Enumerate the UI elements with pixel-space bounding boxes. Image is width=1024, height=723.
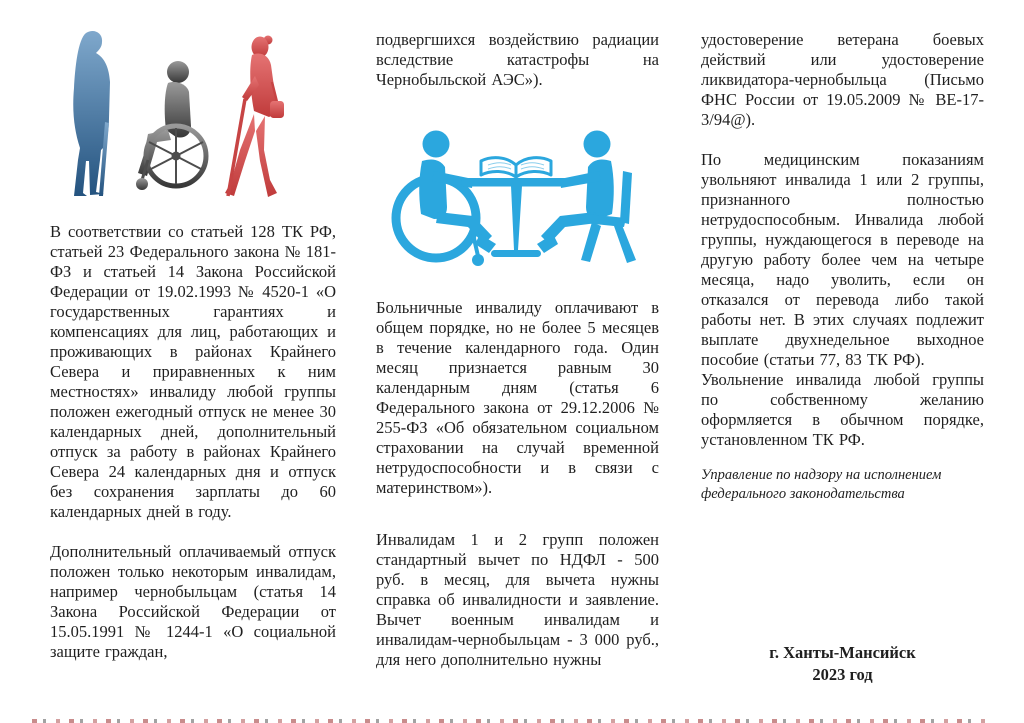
chair-back bbox=[620, 171, 632, 224]
paragraph: В соответствии со статьей 128 ТК РФ, статьей 23 Федерального закона № 181-ФЗ и статьей 14 Закона Российской Федерации от 19.02.1993 № 4520-1 «О государственных гарантиях и компенсациях для лиц, работающих и проживающих в районах Крайнего Севера и приравненных к ним местностях» инвалиду любой группы положен ежегодный отпуск не менее 30 календарных дней, дополнительный отпуск за работу в районах Крайнего Севера 24 календарных дня и отпуск без сохранения зарплаты до 60 календарных дней в году. bbox=[50, 222, 336, 521]
elderly-and-disabled-silhouettes-image bbox=[56, 30, 328, 202]
column-middle bbox=[376, 0, 659, 670]
wheelchair-user-at-table-figure bbox=[396, 131, 496, 267]
paragraph: По медицинским показаниям увольняют инвалида 1 или 2 группы, признанного полностью нетрудоспособным. Инвалида любой группы, нуждающегося в переводе на другую работу более чем на четыре месяца, надо уволить, если он отказался от перевода либо такой работы нет. В этих случаях подлежит выплате двухнедельное выходное пособие (статьи 77, 83 ТК РФ). bbox=[701, 150, 984, 369]
paragraph: подвергшихся воздействию радиации вследствие катастрофы на Чернобыльской АЭС»). bbox=[376, 30, 659, 89]
footer-signature bbox=[701, 642, 984, 686]
paragraph: Больничные инвалиду оплачивают в общем порядке, но не более 5 месяцев в течение календарного года. Один месяц признается равным 30 календарным дням (статья 6 Федерального закона от 29.12.2006 № 255-ФЗ «Об обязательном социальном страховании на случай временной нетрудоспособности и в связи с материнством»). bbox=[376, 298, 659, 497]
companion-at-table-figure bbox=[537, 131, 636, 264]
red-elderly-woman-silhouette bbox=[225, 36, 284, 198]
column-left bbox=[50, 0, 336, 662]
page-bottom-print-artifact bbox=[32, 719, 992, 723]
open-book-icon bbox=[481, 158, 516, 177]
handbag bbox=[270, 101, 284, 118]
paragraph: Дополнительный оплачиваемый отпуск положен только некоторым инвалидам, например чернобыльцам (статья 14 Закона Российской Федерации от 15.05.1991 № 1244-1 «О социальной защите граждан, bbox=[50, 542, 336, 661]
paragraph: Инвалидам 1 и 2 групп положен стандартный вычет по НДФЛ - 500 руб. в месяц, для вычета нужны справка об инвалидности и заявление. Вычет военным инвалидам и инвалидам-чернобыльцам - 3 000 руб., для него дополнительно нужны bbox=[376, 530, 659, 669]
paragraph: удостоверение ветерана боевых действий или удостоверение ликвидатора-чернобыльца (Письмо ФНС России от 19.05.2009 № ВЕ-17-3/94@). bbox=[701, 30, 984, 129]
department-note: Управление по надзору на исполнением федерального законодательства bbox=[701, 467, 942, 502]
consultation-at-table-illustration bbox=[376, 114, 659, 286]
paragraph: Увольнение инвалида любой группы по собственному желанию оформляется в обычном порядке, установленном ТК РФ. bbox=[701, 370, 984, 449]
wheelchair-user-silhouette bbox=[136, 61, 206, 190]
footer-city: г. Ханты-Мансийск bbox=[769, 643, 916, 662]
blue-elderly-man-silhouette bbox=[73, 31, 110, 196]
column-right bbox=[701, 0, 984, 686]
footer-year: 2023 год bbox=[812, 665, 873, 684]
